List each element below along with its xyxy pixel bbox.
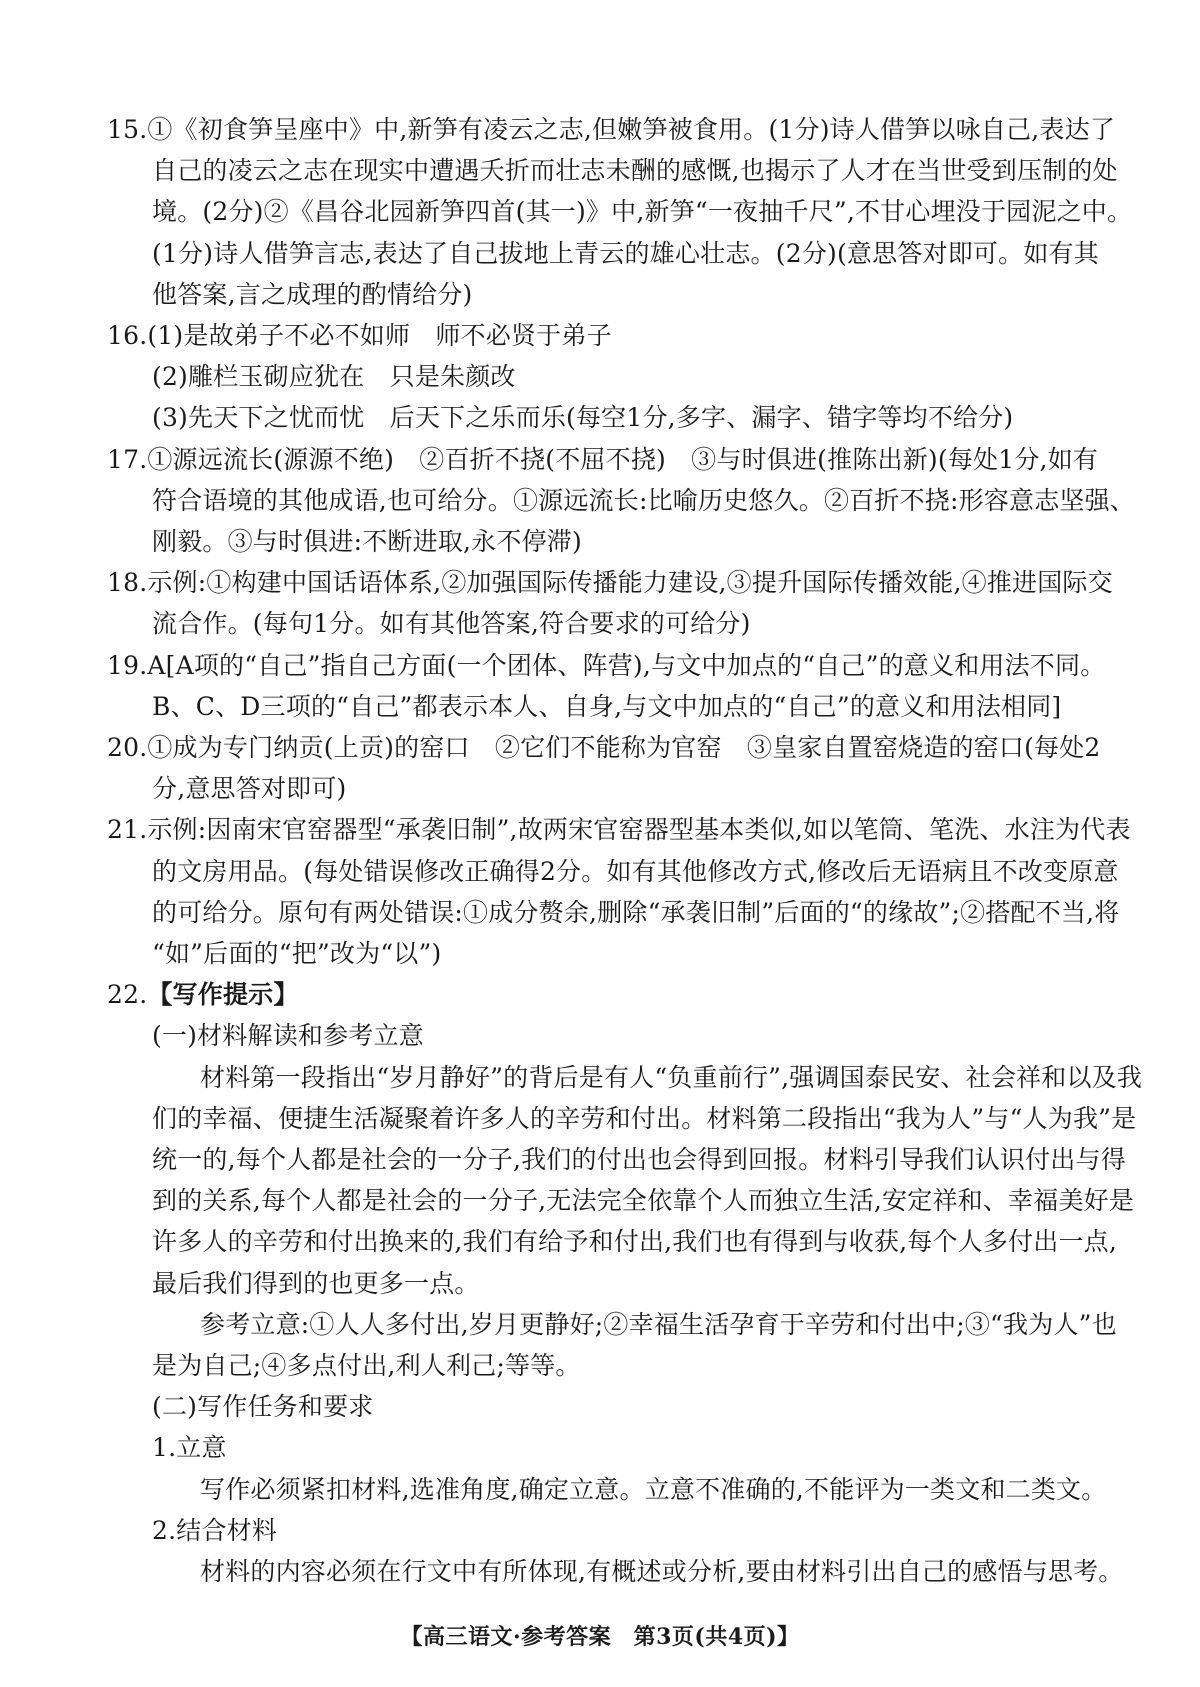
q22-title: 【写作提示】 xyxy=(147,980,299,1010)
q22-para1-line-3: 统一的,每个人都是社会的一分子,我们的付出也会得到回报。材料引导我们认识付出与得 xyxy=(152,1145,1126,1174)
q22-heading xyxy=(107,977,299,1013)
q17-line-2: 符合语境的其他成语,也可给分。①源远流长:比喻历史悠久。②百折不挠:形容意志坚强、 xyxy=(152,485,1135,515)
q16-line-2: (2)雕栏玉砌应犹在 只是朱颜改 xyxy=(152,362,516,392)
q22-subheading-1: (一)材料解读和参考立意 xyxy=(152,1021,424,1051)
q15-line-1: 15.①《初食笋呈座中》中,新笋有凌云之志,但嫩笋被食用。(1分)诗人借笋以咏自己,表达了 xyxy=(107,115,1116,144)
q22-para1-line-1: 材料第一段指出“岁月静好”的背后是有人“负重前行”,强调国泰民安、社会祥和以及我 xyxy=(200,1062,1143,1092)
q17-line-1: 17.①源远流长(源源不绝) ②百折不挠(不屈不挠) ③与时俱进(推陈出新)(每处1分,如有 xyxy=(107,444,1099,474)
q17-line-3: 刚毅。③与时俱进:不断进取,永不停滞) xyxy=(152,527,582,556)
q15-line-2: 自己的凌云之志在现实中遭遇夭折而壮志未酬的感慨,也揭示了人才在当世受到压制的处 xyxy=(152,156,1118,186)
q20-line-1: 20.①成为专门纳贡(上贡)的窑口 ②它们不能称为官窑 ③皇家自置窑烧造的窑口(每处2 xyxy=(107,733,1101,762)
q21-line-4: “如”后面的“把”改为“以”) xyxy=(152,939,442,968)
q22-item2-text: 材料的内容必须在行文中有所体现,有概述或分析,要由材料引出自己的感悟与思考。 xyxy=(200,1557,1124,1586)
q16-line-1: 16.(1)是故弟子不必不如师 师不必贤于弟子 xyxy=(107,321,612,350)
q21-line-1: 21.示例:因南宋官窑器型“承袭旧制”,故两宋官窑器型基本类似,如以笔筒、笔洗、水注为代表 xyxy=(107,815,1131,845)
q22-number: 22. xyxy=(107,980,148,1010)
q22-item1-text: 写作必须紧扣材料,选准角度,确定立意。立意不准确的,不能评为一类文和二类文。 xyxy=(200,1474,1107,1504)
q19-line-1: 19.A[A项的“自己”指自己方面(一个团体、阵营),与文中加点的“自己”的意义和用法不同。 xyxy=(107,650,1106,680)
q22-para1-line-4: 到的关系,每个人都是社会的一分子,无法完全依靠个人而独立生活,安定祥和、幸福美好是 xyxy=(152,1186,1135,1216)
q15-line-4: (1分)诗人借笋言志,表达了自己拔地上青云的雄心壮志。(2分)(意思答对即可。如有其 xyxy=(152,238,1099,268)
page-footer: 【高三语文·参考答案 第3页(共4页)】 xyxy=(400,1624,800,1650)
q19-line-2: B、C、D三项的“自己”都表示本人、自身,与文中加点的“自己”的意义和用法相同] xyxy=(152,691,1062,721)
q22-para2-line-2: 是为自己;④多点付出,利人利己;等等。 xyxy=(152,1351,581,1380)
q15-line-5: 他答案,言之成理的酌情给分) xyxy=(152,279,473,309)
q21-line-2: 的文房用品。(每处错误修改正确得2分。如有其他修改方式,修改后无语病且不改变原意 xyxy=(152,856,1119,886)
q18-line-2: 流合作。(每句1分。如有其他答案,符合要求的可给分) xyxy=(152,609,751,639)
q20-line-2: 分,意思答对即可) xyxy=(152,774,347,804)
q18-line-1: 18.示例:①构建中国话语体系,②加强国际传播能力建设,③提升国际传播效能,④推进国际交 xyxy=(107,568,1113,598)
q22-para2-line-1: 参考立意:①人人多付出,岁月更静好;②幸福生活孕育于辛劳和付出中;③“我为人”也 xyxy=(200,1309,1117,1339)
q22-item2-title: 2.结合材料 xyxy=(152,1515,278,1545)
q21-line-3: 的可给分。原句有两处错误:①成分赘余,删除“承袭旧制”后面的“的缘故”;②搭配不当,将 xyxy=(152,897,1120,927)
q16-line-3: (3)先天下之忧而忧 后天下之乐而乐(每空1分,多字、漏字、错字等均不给分) xyxy=(152,403,1014,433)
q22-para1-line-5: 许多人的辛劳和付出换来的,我们有给予和付出,我们也有得到与收获,每个人多付出一点, xyxy=(152,1227,1117,1257)
q15-line-3: 境。(2分)②《昌谷北园新笋四首(其一)》中,新笋“一夜抽千尺”,不甘心埋没于园泥之中。 xyxy=(152,197,1133,227)
q22-para1-line-6: 最后我们得到的也更多一点。 xyxy=(152,1268,480,1298)
q22-para1-line-2: 们的幸福、便捷生活凝聚着许多人的辛劳和付出。材料第二段指出“我为人”与“人为我”是 xyxy=(152,1103,1137,1133)
q22-item1-title: 1.立意 xyxy=(152,1433,227,1463)
q22-subheading-2: (二)写作任务和要求 xyxy=(152,1392,374,1422)
